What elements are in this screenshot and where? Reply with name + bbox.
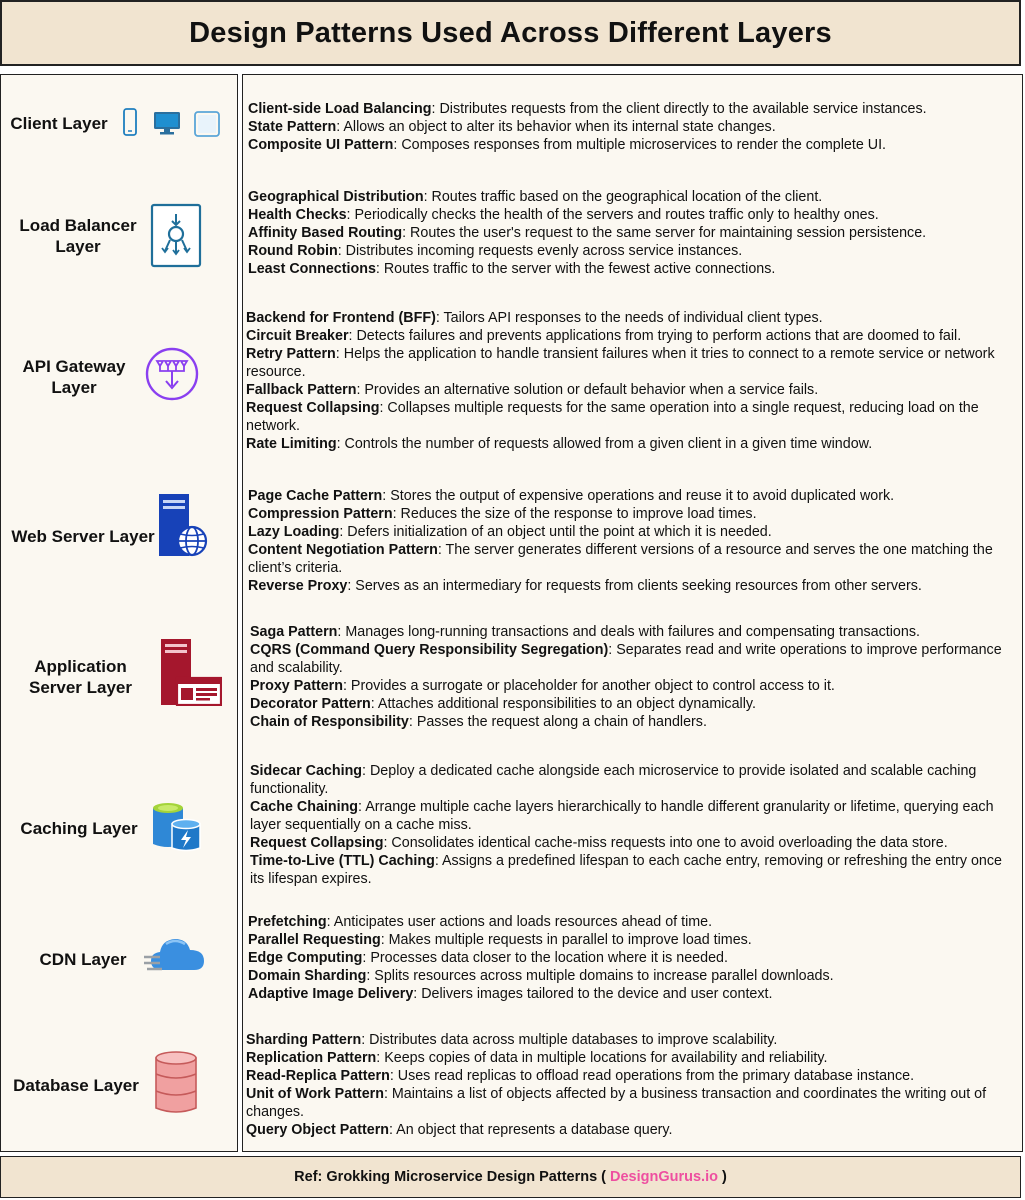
pattern-name: Read-Replica Pattern <box>246 1068 390 1084</box>
pattern-name: State Pattern <box>248 119 337 135</box>
pattern-item <box>246 345 1016 381</box>
pattern-item <box>248 577 1018 595</box>
pattern-item <box>248 118 1018 136</box>
pattern-description: : An object that represents a database query. <box>389 1122 673 1138</box>
pattern-name: Rate Limiting <box>246 436 337 452</box>
pattern-description: : Detects failures and prevents applications from trying to perform actions that are doomed to fail. <box>348 328 962 344</box>
footer-prefix: Ref: Grokking Microservice Design Patterns ( <box>294 1169 607 1185</box>
pattern-item <box>250 798 1020 834</box>
pattern-name: Reverse Proxy <box>248 578 348 594</box>
tablet-icon <box>193 110 221 143</box>
pattern-item <box>248 487 1018 505</box>
patterns-web-server <box>248 487 1018 595</box>
pattern-name: Retry Pattern <box>246 346 336 362</box>
pattern-description: : Collapses multiple requests for the same operation into a single request, reducing load on the network. <box>246 400 979 434</box>
pattern-name: Decorator Pattern <box>250 696 371 712</box>
api-gateway-icon <box>144 346 200 407</box>
pattern-description: : Processes data closer to the location where it is needed. <box>362 950 728 966</box>
pattern-item <box>246 327 1016 345</box>
pattern-description: : Defers initialization of an object until the point at which it is needed. <box>339 524 772 540</box>
pattern-description: : Provides an alternative solution or default behavior when a service fails. <box>356 382 819 398</box>
pattern-name: Backend for Frontend (BFF) <box>246 310 436 326</box>
designgurus-link[interactable]: DesignGurus.io <box>610 1169 718 1185</box>
pattern-name: Cache Chaining <box>250 799 359 815</box>
pattern-description: : Assigns a predefined lifespan to each cache entry, removing or refreshing the entry once its lifespan expires. <box>250 853 1002 887</box>
pattern-item <box>250 713 1020 731</box>
pattern-description: : Routes traffic to the server with the fewest active connections. <box>375 261 776 277</box>
pattern-description: : Controls the number of requests allowed from a given client in a given time window. <box>336 436 873 452</box>
pattern-name: Proxy Pattern <box>250 678 343 694</box>
reference-footer <box>0 1156 1021 1198</box>
patterns-caching <box>250 762 1020 888</box>
pattern-description: : Maintains a list of objects affected by a business transaction and coordinates the writing out of changes. <box>246 1086 987 1120</box>
pattern-name: Unit of Work Pattern <box>246 1086 384 1102</box>
pattern-description: : Distributes requests from the client directly to the available service instances. <box>431 101 927 117</box>
pattern-item <box>246 1121 1016 1139</box>
pattern-item <box>248 967 1018 985</box>
pattern-name: Request Collapsing <box>250 835 384 851</box>
pattern-description: : Anticipates user actions and loads resources ahead of time. <box>326 914 713 930</box>
pattern-name: Parallel Requesting <box>248 932 381 948</box>
pattern-item <box>250 677 1020 695</box>
patterns-client <box>248 100 1018 154</box>
pattern-item <box>248 949 1018 967</box>
pattern-item <box>248 100 1018 118</box>
pattern-name: Edge Computing <box>248 950 363 966</box>
pattern-item <box>248 523 1018 541</box>
pattern-name: Query Object Pattern <box>246 1122 390 1138</box>
pattern-item <box>246 381 1016 399</box>
pattern-item <box>248 985 1018 1003</box>
pattern-name: Sharding Pattern <box>246 1032 362 1048</box>
database-icon <box>152 1050 200 1121</box>
pattern-name: Chain of Responsibility <box>250 714 409 730</box>
pattern-name: Composite UI Pattern <box>248 137 394 153</box>
pattern-name: Health Checks <box>248 207 347 223</box>
pattern-name: Saga Pattern <box>250 624 338 640</box>
pattern-name: Least Connections <box>248 261 376 277</box>
patterns-cdn <box>248 913 1018 1003</box>
pattern-item <box>250 623 1020 641</box>
pattern-item <box>250 641 1020 677</box>
pattern-item <box>248 188 1018 206</box>
layer-name-cdn: CDN Layer <box>39 949 127 969</box>
page-title: Design Patterns Used Across Different Layers <box>189 16 832 49</box>
load-balancer-icon <box>150 203 202 273</box>
pattern-item <box>250 695 1020 713</box>
pattern-item <box>246 1049 1016 1067</box>
pattern-item <box>250 762 1020 798</box>
pattern-description: : Reduces the size of the response to improve load times. <box>392 506 757 522</box>
pattern-name: Domain Sharding <box>248 968 367 984</box>
layer-name-caching: Caching Layer <box>20 818 138 838</box>
pattern-name: Round Robin <box>248 243 338 259</box>
patterns-application-server <box>250 623 1020 731</box>
pattern-item <box>246 309 1016 327</box>
pattern-item <box>248 224 1018 242</box>
layer-name-load-balancer: Load Balancer Layer <box>19 216 137 256</box>
pattern-name: Sidecar Caching <box>250 763 363 779</box>
pattern-name: Content Negotiation Pattern <box>248 542 438 558</box>
pattern-description: : Delivers images tailored to the device and user context. <box>413 986 773 1002</box>
pattern-description: : Separates read and write operations to improve performance and scalability. <box>250 642 1002 676</box>
pattern-item <box>248 136 1018 154</box>
pattern-description: : Serves as an intermediary for requests from clients seeking resources from other servers. <box>347 578 922 594</box>
pattern-description: : Routes the user's request to the same server for maintaining session persistence. <box>402 225 927 241</box>
pattern-description: : The server generates different versions of a resource and serves the one matching the client’s criteria. <box>248 542 993 576</box>
pattern-name: Fallback Pattern <box>246 382 357 398</box>
pattern-description: : Attaches additional responsibilities to an object dynamically. <box>370 696 756 712</box>
patterns-api-gateway <box>246 309 1016 453</box>
pattern-description: : Distributes incoming requests evenly across service instances. <box>337 243 743 259</box>
layer-name-api-gateway: API Gateway Layer <box>22 357 126 397</box>
smartphone-icon <box>122 108 138 141</box>
pattern-name: Request Collapsing <box>246 400 380 416</box>
pattern-item <box>246 1031 1016 1049</box>
pattern-name: Geographical Distribution <box>248 189 424 205</box>
pattern-description: : Arrange multiple cache layers hierarchically to handle different granularity or lifetime, querying each layer sequentially on a cache miss. <box>250 799 994 833</box>
pattern-description: : Stores the output of expensive operations and reuse it to avoid duplicated work. <box>382 488 895 504</box>
pattern-name: Circuit Breaker <box>246 328 349 344</box>
pattern-item <box>248 242 1018 260</box>
pattern-description: : Allows an object to alter its behavior when its internal state changes. <box>336 119 776 135</box>
pattern-name: Affinity Based Routing <box>248 225 403 241</box>
pattern-description: : Makes multiple requests in parallel to improve load times. <box>380 932 752 948</box>
pattern-item <box>248 260 1018 278</box>
pattern-description: : Uses read replicas to offload read operations from the primary database instance. <box>389 1068 915 1084</box>
pattern-description: : Splits resources across multiple domains to increase parallel downloads. <box>366 968 834 984</box>
patterns-load-balancer <box>248 188 1018 278</box>
pattern-name: Replication Pattern <box>246 1050 377 1066</box>
layer-name-client: Client Layer <box>10 113 108 133</box>
pattern-name: Compression Pattern <box>248 506 393 522</box>
layer-name-database: Database Layer <box>13 1075 139 1095</box>
pattern-name: Adaptive Image Delivery <box>248 986 414 1002</box>
pattern-description: : Manages long-running transactions and deals with failures and compensating transactions. <box>337 624 920 640</box>
pattern-description: : Consolidates identical cache-miss requests into one to avoid overloading the data store. <box>383 835 948 851</box>
pattern-item <box>248 505 1018 523</box>
pattern-item <box>246 435 1016 453</box>
pattern-item <box>246 1067 1016 1085</box>
web-server-icon <box>158 493 210 564</box>
pattern-item <box>248 541 1018 577</box>
pattern-description: : Periodically checks the health of the servers and routes traffic only to healthy ones. <box>346 207 879 223</box>
pattern-item <box>248 913 1018 931</box>
layer-name-web-server: Web Server Layer <box>11 526 155 546</box>
layer-name-application-server: Application Server Layer <box>28 657 133 697</box>
pattern-item <box>248 931 1018 949</box>
patterns-database <box>246 1031 1016 1139</box>
pattern-name: Lazy Loading <box>248 524 340 540</box>
pattern-name: Prefetching <box>248 914 327 930</box>
footer-suffix: ) <box>721 1169 727 1185</box>
pattern-description: : Routes traffic based on the geographical location of the client. <box>423 189 823 205</box>
pattern-name: Client-side Load Balancing <box>248 101 432 117</box>
cloud-icon <box>142 930 208 981</box>
pattern-name: CQRS (Command Query Responsibility Segregation) <box>250 642 609 658</box>
pattern-description: : Provides a surrogate or placeholder for another object to control access to it. <box>342 678 835 694</box>
pattern-description: : Passes the request along a chain of handlers. <box>408 714 707 730</box>
desktop-monitor-icon <box>152 110 182 141</box>
application-server-icon <box>160 638 222 711</box>
pattern-description: : Distributes data across multiple databases to improve scalability. <box>361 1032 778 1048</box>
pattern-name: Time-to-Live (TTL) Caching <box>250 853 435 869</box>
pattern-description: : Tailors API responses to the needs of individual client types. <box>435 310 823 326</box>
pattern-description: : Keeps copies of data in multiple locations for availability and reliability. <box>376 1050 828 1066</box>
pattern-name: Page Cache Pattern <box>248 488 383 504</box>
pattern-description: : Helps the application to handle transient failures when it tries to connect to a remote service or network resource. <box>246 346 995 380</box>
pattern-item <box>246 1085 1016 1121</box>
pattern-description: : Composes responses from multiple microservices to render the complete UI. <box>393 137 887 153</box>
cache-icon <box>150 800 206 859</box>
pattern-item <box>246 399 1016 435</box>
pattern-description: : Deploy a dedicated cache alongside each microservice to provide isolated and scalable caching functionality. <box>250 763 977 797</box>
title-banner <box>0 0 1021 66</box>
pattern-item <box>250 834 1020 852</box>
pattern-item <box>248 206 1018 224</box>
pattern-item <box>250 852 1020 888</box>
